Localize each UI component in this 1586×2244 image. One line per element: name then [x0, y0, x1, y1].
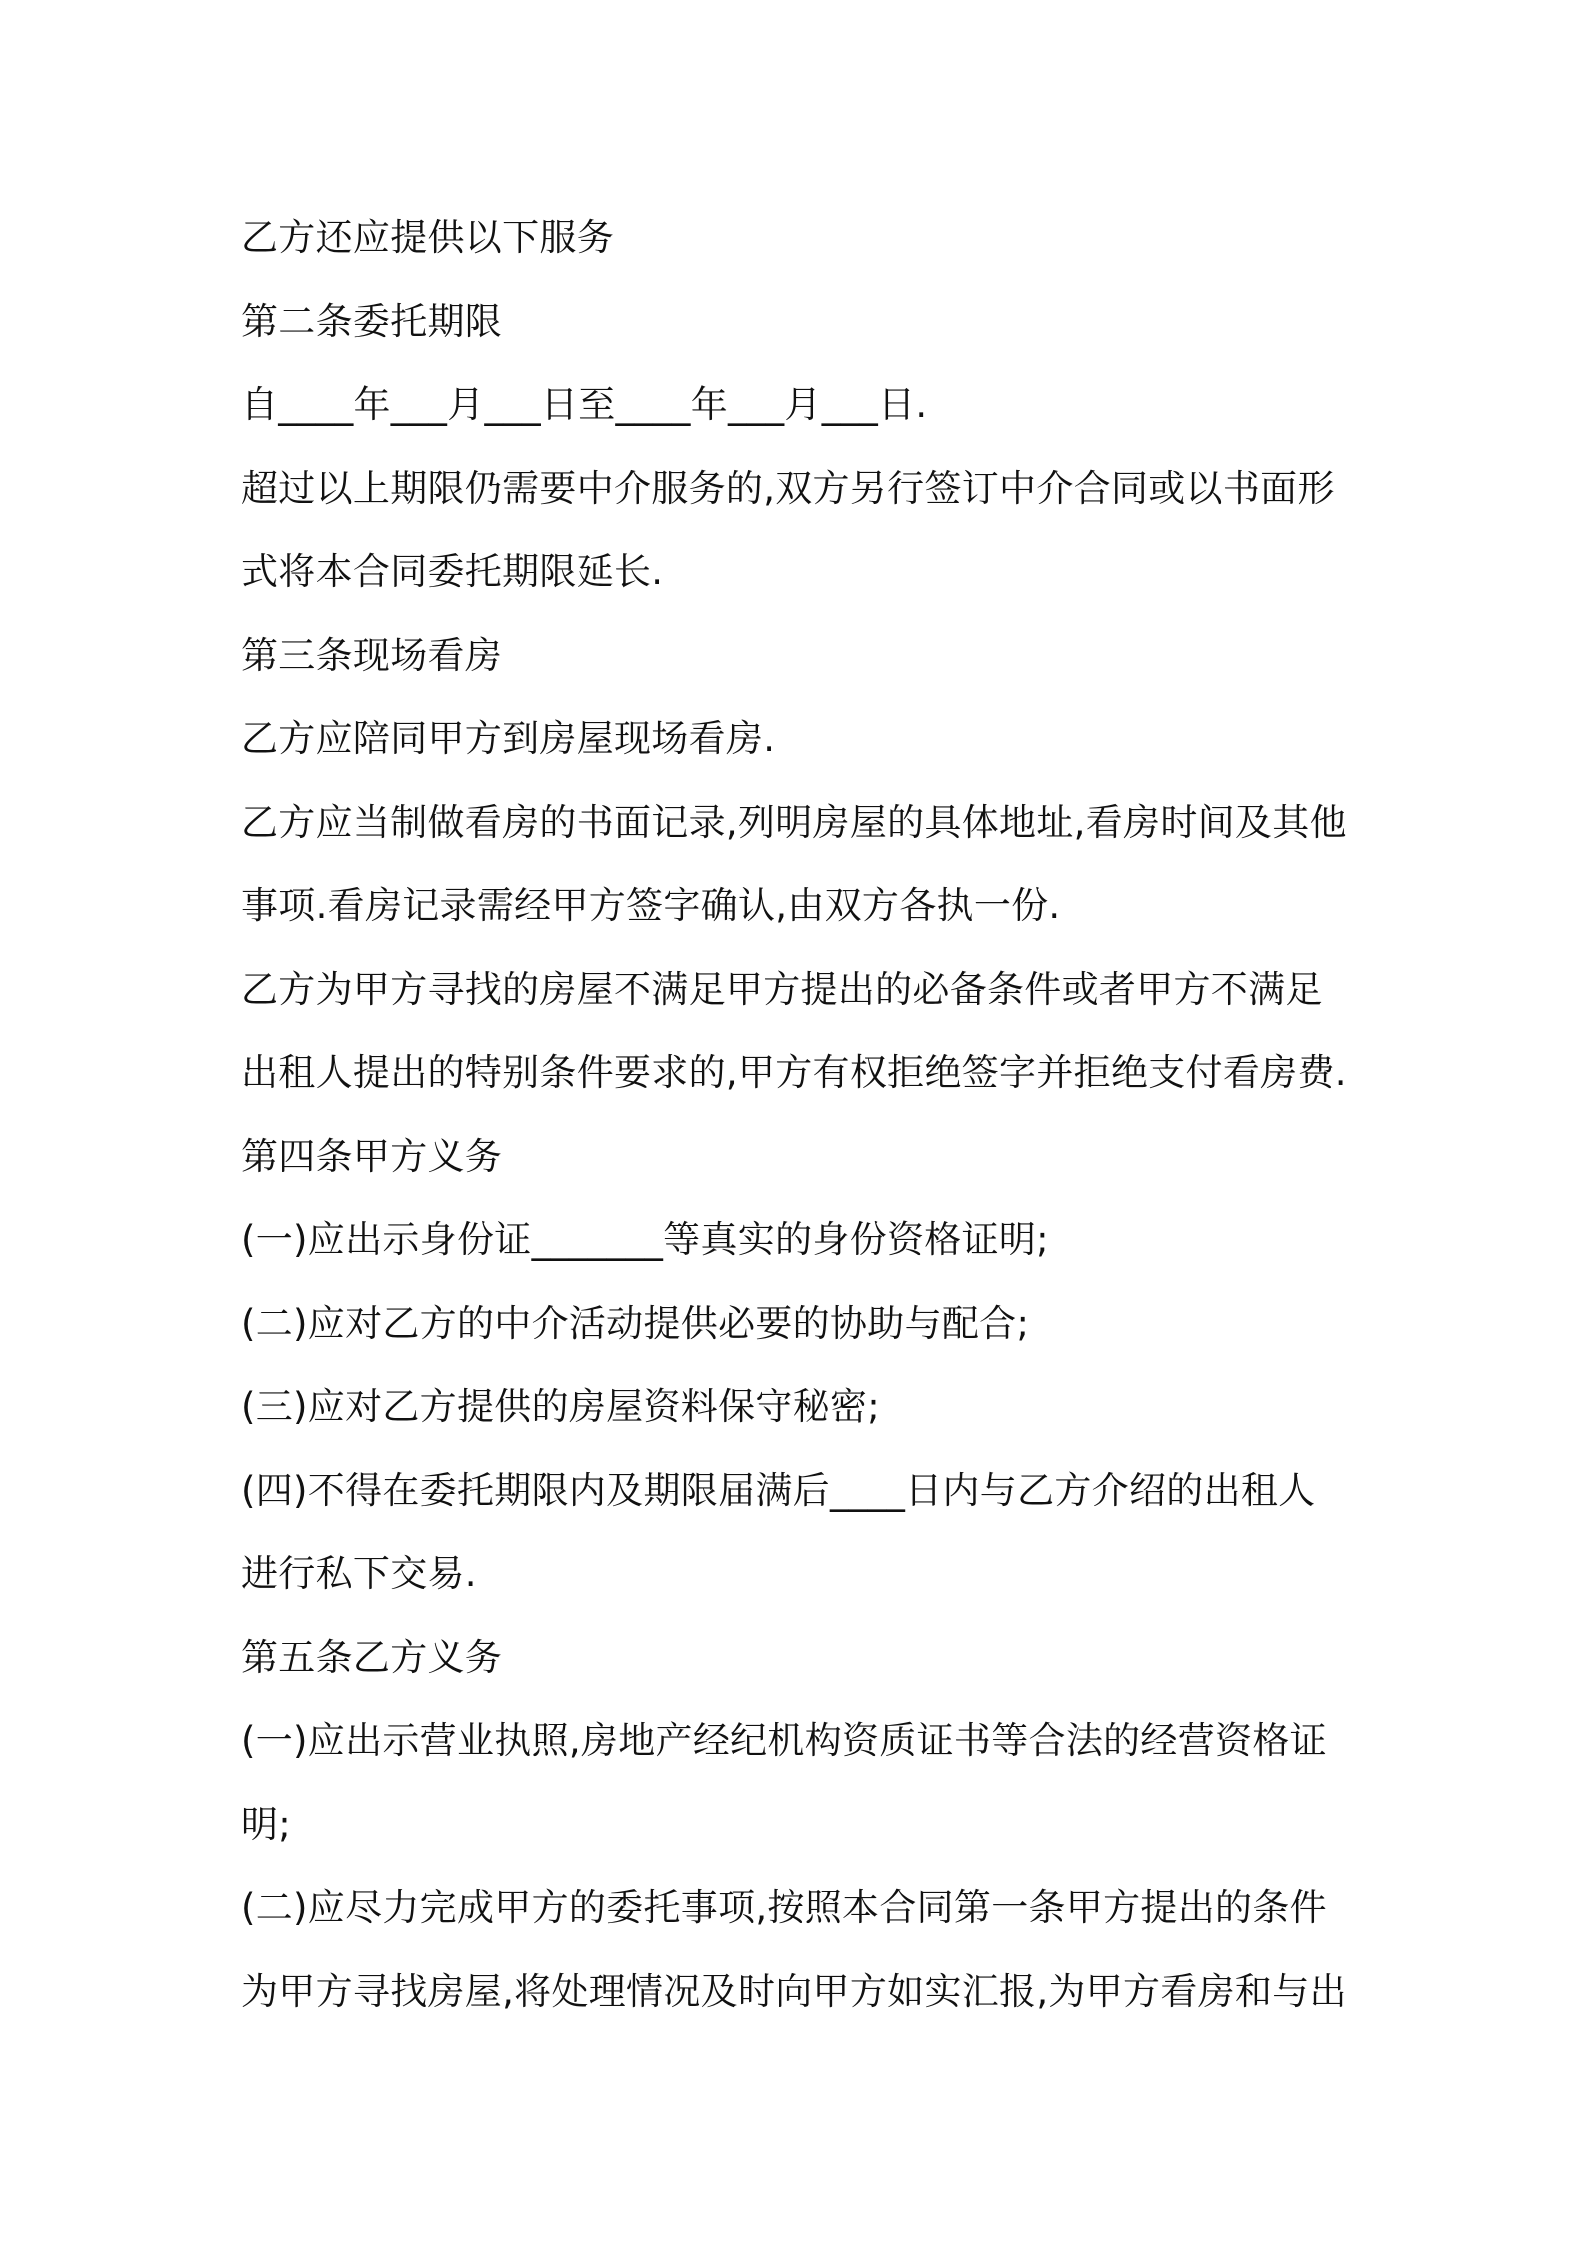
heading-article-4: 第四条甲方义务	[241, 1134, 503, 1178]
text-line-term-dates: 自____年___月___日至____年___月___日.	[241, 383, 928, 426]
text-line-services: 乙方还应提供以下服务	[241, 216, 614, 259]
text-line: (三)应对乙方提供的房屋资料保守秘密;	[241, 1385, 881, 1428]
text-line: 明;	[241, 1802, 292, 1846]
heading-article-5: 第五条乙方义务	[241, 1635, 503, 1679]
text-line: (四)不得在委托期限内及期限届满后____日内与乙方介绍的出租人	[241, 1468, 1316, 1512]
contract-text	[241, 196, 1361, 2033]
text-line: 为甲方寻找房屋,将处理情况及时向甲方如实汇报,为甲方看房和与出	[241, 1969, 1347, 2013]
text-line: 进行私下交易.	[241, 1552, 477, 1595]
text-line: 超过以上期限仍需要中介服务的,双方另行签订中介合同或以书面形	[241, 466, 1335, 510]
heading-article-3: 第三条现场看房	[241, 633, 503, 677]
text-line: (二)应尽力完成甲方的委托事项,按照本合同第一条甲方提出的条件	[241, 1886, 1327, 1929]
text-line: 乙方应当制做看房的书面记录,列明房屋的具体地址,看房时间及其他	[241, 800, 1347, 844]
text-line: (一)应出示营业执照,房地产经纪机构资质证书等合法的经营资格证	[241, 1719, 1327, 1762]
text-line: (二)应对乙方的中介活动提供必要的协助与配合;	[241, 1301, 1030, 1345]
heading-article-2: 第二条委托期限	[241, 299, 503, 343]
text-line: 事项.看房记录需经甲方签字确认,由双方各执一份.	[241, 884, 1061, 927]
text-line: 乙方应陪同甲方到房屋现场看房.	[241, 717, 776, 760]
text-line: 乙方为甲方寻找的房屋不满足甲方提出的必备条件或者甲方不满足	[241, 967, 1323, 1011]
text-line: 式将本合同委托期限延长.	[241, 550, 664, 593]
text-line: (一)应出示身份证_______等真实的身份资格证明;	[241, 1218, 1049, 1261]
text-line: 出租人提出的特别条件要求的,甲方有权拒绝签字并拒绝支付看房费.	[241, 1051, 1347, 1094]
